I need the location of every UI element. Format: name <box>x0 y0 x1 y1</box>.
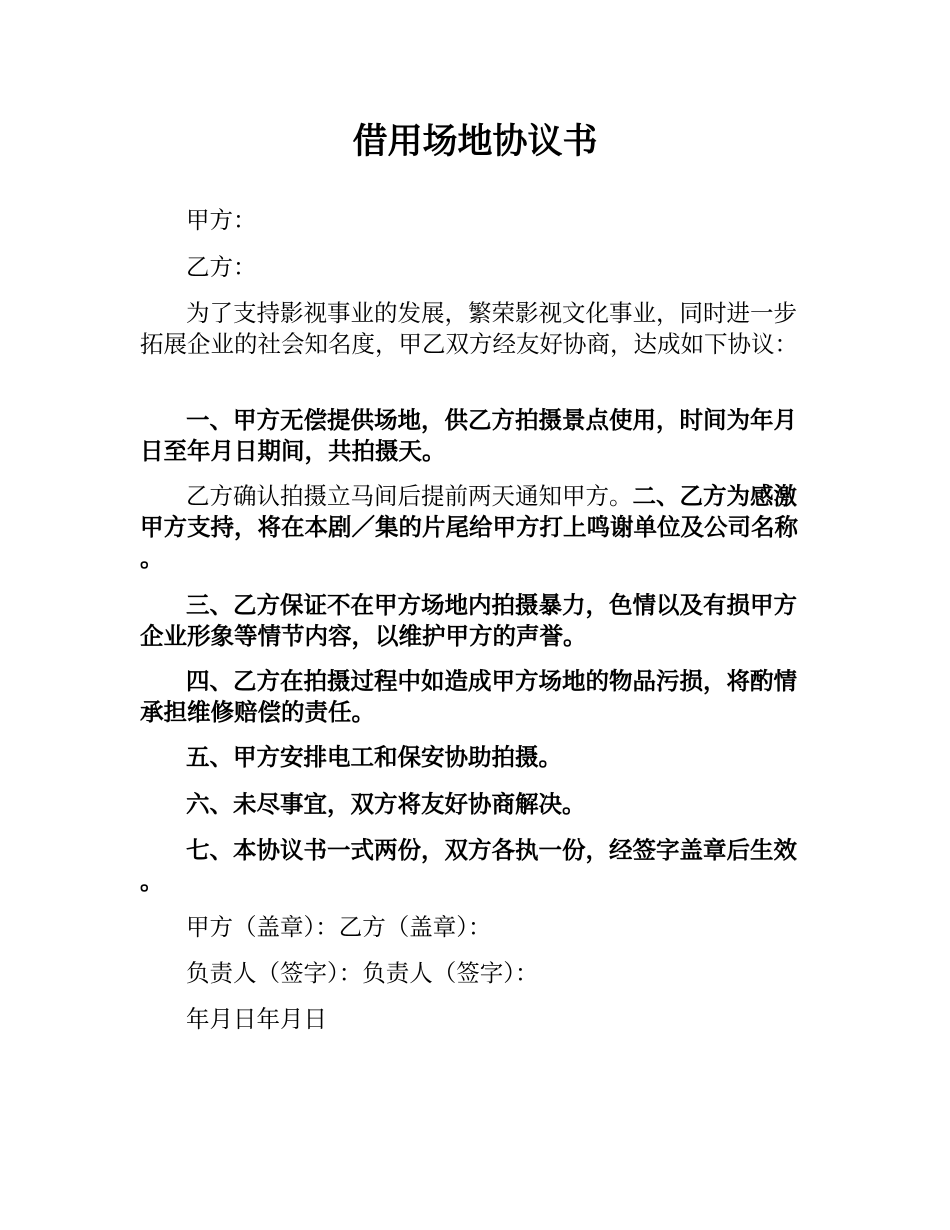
seal-line: 甲方（盖章）：乙方（盖章）： <box>186 913 492 941</box>
date-line: 年月日年月日 <box>186 1005 327 1033</box>
clause-2: 二、乙方为感激甲方支持，将在本剧／集的片尾给甲方打上鸣谢单位及公司名称。 <box>140 482 798 572</box>
clause-7: 七、本协议书一式两份，双方各执一份，经签字盖章后生效。 <box>140 836 797 895</box>
party-a-line: 甲方： <box>186 206 257 234</box>
clause-1-note-and-clause-2 <box>140 481 815 574</box>
clause-5: 五、甲方安排电工和保安协助拍摄。 <box>186 743 562 771</box>
document-title: 借用场地协议书 <box>352 122 598 162</box>
intro-paragraph: 为了支持影视事业的发展，繁荣影视文化事业，同时进一步拓展企业的社会知名度，甲乙双方经友好协商，达成如下协议： <box>140 299 798 358</box>
clause-1-note: 乙方确认拍摄立马间后提前两天通知甲方。 <box>186 482 633 510</box>
signer-line: 负责人（签字）：负责人（签字）： <box>186 959 539 987</box>
clause-4: 四、乙方在拍摄过程中如造成甲方场地的物品污损，将酌情承担维修赔偿的责任。 <box>140 667 797 726</box>
party-b-line: 乙方： <box>186 253 257 281</box>
clause-3: 三、乙方保证不在甲方场地内拍摄暴力，色情以及有损甲方企业形象等情节内容，以维护甲方的声誉。 <box>140 591 797 650</box>
clause-6: 六、未尽事宜，双方将友好协商解决。 <box>186 790 586 818</box>
clause-1: 一、甲方无偿提供场地，供乙方拍摄景点使用，时间为年月日至年月日期间，共拍摄天。 <box>140 406 797 465</box>
